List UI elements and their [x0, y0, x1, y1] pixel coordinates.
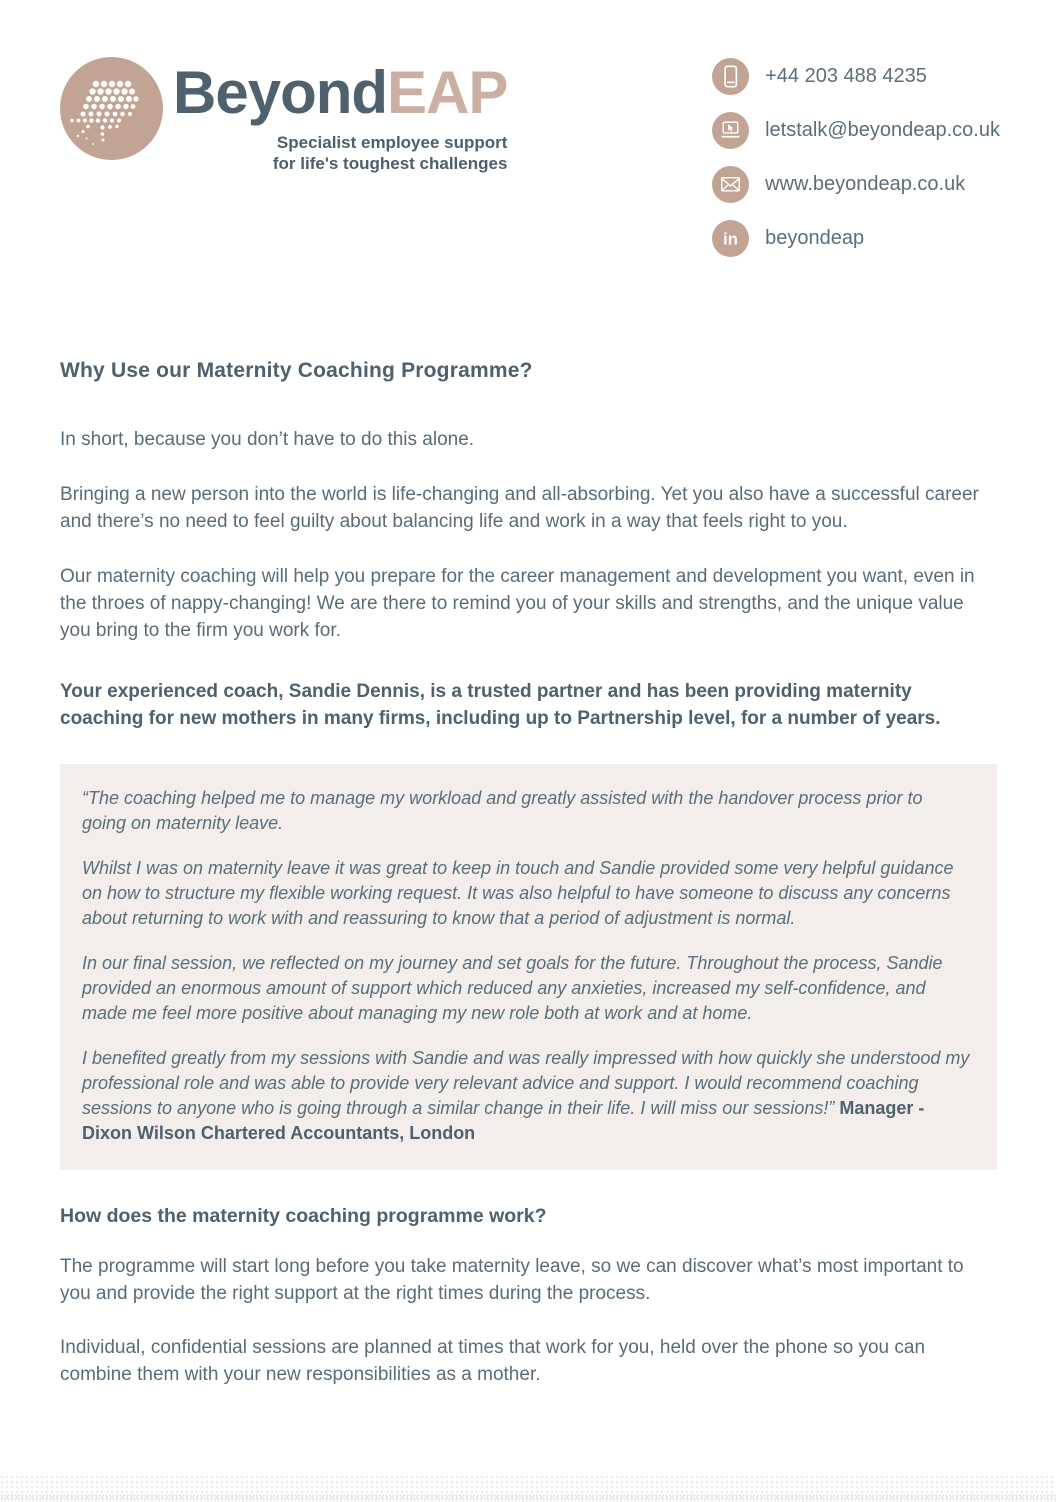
website-url: www.beyondeap.co.uk — [765, 173, 966, 195]
contact-list — [712, 58, 1000, 257]
brand-logo — [60, 57, 507, 174]
wordmark-eap: EAP — [387, 59, 508, 126]
phone-number: +44 203 488 4235 — [765, 65, 927, 87]
svg-text:in: in — [723, 229, 738, 249]
logo-dotted-arrow-icon — [60, 57, 163, 160]
brand-tagline — [173, 132, 507, 174]
testimonial-paragraph-1: “The coaching helped me to manage my workload and greatly assisted with the handover process prior to going on maternity leave. — [82, 788, 923, 833]
testimonial-closing-quote: I benefited greatly from my sessions with Sandie and was really impressed with how quickly she understood my professional role and was able to provide very relevant advice and support. I would recommend coaching sessions to anyone who is going through a similar change in their life. I will miss our sessions!” — [82, 1048, 970, 1118]
email-address: letstalk@beyondeap.co.uk — [765, 119, 1000, 141]
section-heading-how: How does the maternity coaching programme work? — [60, 1205, 547, 1227]
page-header — [0, 0, 1056, 257]
linkedin-icon — [712, 220, 749, 257]
paragraph-sessions: Individual, confidential sessions are planned at times that work for you, held over the phone so you can combine them with your new responsibilities as a mother. — [60, 1337, 926, 1385]
laptop-icon — [712, 112, 749, 149]
bottom-halftone-strip — [0, 1475, 1056, 1502]
contact-linkedin[interactable] — [712, 220, 1000, 257]
logo-text-block — [173, 59, 508, 174]
contact-phone[interactable] — [712, 58, 1000, 95]
testimonial-paragraph-2: Whilst I was on maternity leave it was great to keep in touch and Sandie provided some very helpful guidance on how to structure my flexible working request. It was also helpful to have someone to discuss any concerns about returning to work with and reassuring to know that a period of adjustment is normal. — [82, 858, 954, 928]
testimonial-attribution: Manager - Dixon Wilson Chartered Accountants, London — [82, 1098, 925, 1143]
brand-wordmark — [173, 59, 508, 126]
paragraph-bringing: Bringing a new person into the world is life-changing and all-absorbing. Yet you also have a successful career and there’s no need to feel guilty about balancing life and work in a way that feels right to you. — [60, 484, 979, 532]
paragraph-intro: In short, because you don’t have to do this alone. — [60, 429, 475, 450]
contact-website[interactable] — [712, 166, 1000, 203]
envelope-icon — [712, 166, 749, 203]
wordmark-beyond: Beyond — [173, 59, 388, 126]
paragraph-coach-bold: Your experienced coach, Sandie Dennis, is a trusted partner and has been providing maternity coaching for new mothers in many firms, including up to Partnership level, for a number of years. — [60, 681, 941, 729]
testimonial-paragraph-4 — [82, 1046, 971, 1146]
contact-email[interactable] — [712, 112, 1000, 149]
linkedin-handle: beyondeap — [765, 227, 865, 249]
paragraph-programme-start: The programme will start long before you take maternity leave, so we can discover what’s most important to you and provide the right support at the right times during the process. — [60, 1256, 964, 1304]
document-body — [0, 357, 1056, 1388]
testimonial-paragraph-3: In our final session, we reflected on my journey and set goals for the future. Throughout the process, Sandie provided an enormous amount of support which reduced any anxieties, increased my self-confidence, and made me feel more positive about managing my new role both at work and at home. — [82, 953, 943, 1023]
tagline-line-2: for life's toughest challenges — [272, 154, 508, 173]
section-heading-why: Why Use our Maternity Coaching Programme? — [60, 359, 533, 382]
testimonial-quote-block — [60, 764, 997, 1170]
paragraph-coaching: Our maternity coaching will help you prepare for the career management and development you want, even in the throes of nappy-changing! We are there to remind you of your skills and strengths, and the unique value you bring to the firm you work for. — [60, 566, 975, 641]
phone-icon — [712, 58, 749, 95]
tagline-line-1: Specialist employee support — [276, 133, 508, 152]
